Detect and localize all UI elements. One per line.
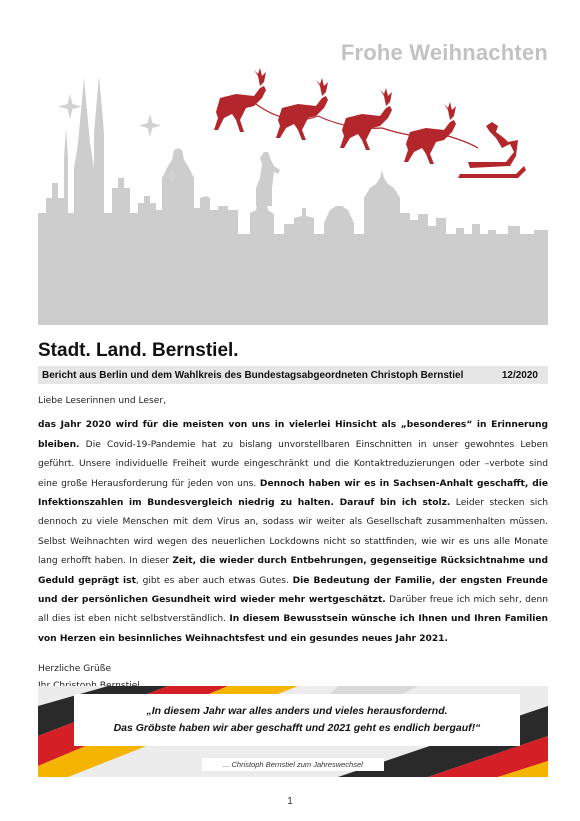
quote-attribution: ... Christoph Bernstiel zum Jahreswechsel bbox=[202, 758, 384, 771]
reindeer-icon bbox=[214, 68, 266, 132]
text-segment-bold: Zeit, die wieder durch Entbehrungen, gegenseitige Rücksichtnahme und Geduld geprägt ist bbox=[38, 556, 548, 586]
quote-line: „In diesem Jahr war alles anders und vieles herausfordernd. bbox=[146, 705, 448, 717]
header-title: Frohe Weihnachten bbox=[340, 40, 548, 65]
issue-number: 12/2020 bbox=[501, 369, 538, 381]
text-segment-bold: Die Bedeutung der Familie, der engsten Freunde und der persönlichen Gesundheit wird wieder mehr wertgeschätzt. bbox=[38, 575, 548, 606]
text-segment-bold: das Jahr 2020 wird für die meisten von uns in vielerlei Hinsicht als „besonderes“ in Erinnerung bleiben. bbox=[38, 420, 548, 450]
reindeer-icon bbox=[404, 102, 456, 164]
newsletter-headline: Stadt. Land. Bernstiel. bbox=[38, 340, 239, 361]
page-number: 1 bbox=[287, 796, 293, 807]
christmas-header bbox=[38, 38, 548, 325]
sparkle-icon bbox=[139, 114, 161, 137]
newsletter-subtitle: Bericht aus Berlin und dem Wahlkreis des Bundestagsabgeordneten Christoph Bernstiel bbox=[42, 369, 464, 381]
reindeer-sleigh bbox=[214, 68, 526, 178]
santa-sleigh-icon bbox=[458, 122, 526, 178]
closing-greeting: Herzliche Grüße bbox=[38, 664, 112, 675]
text-segment-bold: In diesem Bewusstsein wünsche ich Ihnen und Ihren Familien von Herzen ein besinnliches Weihnachtsfest und ein gesundes neues Jahr 2021. bbox=[38, 614, 549, 644]
newsletter-subtitle-bar bbox=[38, 366, 548, 384]
text-segment: , gibt es aber auch etwas Gutes. bbox=[135, 575, 293, 586]
letter-paragraph bbox=[38, 416, 548, 649]
text-segment-bold: Dennoch haben wir es in Sachsen-Anhalt geschafft, die Infektionszahlen im Bundesvergleich niedrig zu halten. Darauf bin ich stolz. bbox=[38, 478, 548, 509]
text-segment: Die Covid-19-Pandemie hat zu bislang unvorstellbaren Einschnitten in unser gewohntes Leben geführt. Unsere individuelle Freiheit wurde eingeschränkt und die Kontaktreduzierungen oder –verbote sind eine große Herausforderung für jeden von uns. bbox=[38, 439, 548, 489]
reindeer-icon bbox=[276, 78, 328, 140]
statue-silhouette bbox=[256, 152, 280, 206]
sparkle-icon bbox=[58, 94, 82, 119]
salutation: Liebe Leserinnen und Leser, bbox=[38, 396, 166, 406]
quote-line: Das Gröbste haben wir aber geschafft und 2021 geht es endlich bergauf!“ bbox=[113, 722, 481, 734]
reindeer-icon bbox=[340, 88, 392, 150]
quote-card bbox=[74, 694, 520, 746]
quote-box bbox=[38, 686, 548, 777]
skyline-illustration bbox=[38, 38, 548, 325]
letter-body bbox=[38, 392, 548, 695]
text-segment: Leider stecken sich dennoch zu viele Menschen mit dem Virus an, sodass wir weiter als Gesellschaft zusammenhalten müssen. Selbst Weihnachten wird wegen des neuerlichen Lockdowns nicht so stattfinden, wie wir es uns alle Monate lang erhofft haben. In dieser bbox=[38, 498, 548, 567]
text-segment: Darüber freue ich mich sehr, denn all dies ist eben nicht selbstverständlich. bbox=[38, 595, 548, 625]
